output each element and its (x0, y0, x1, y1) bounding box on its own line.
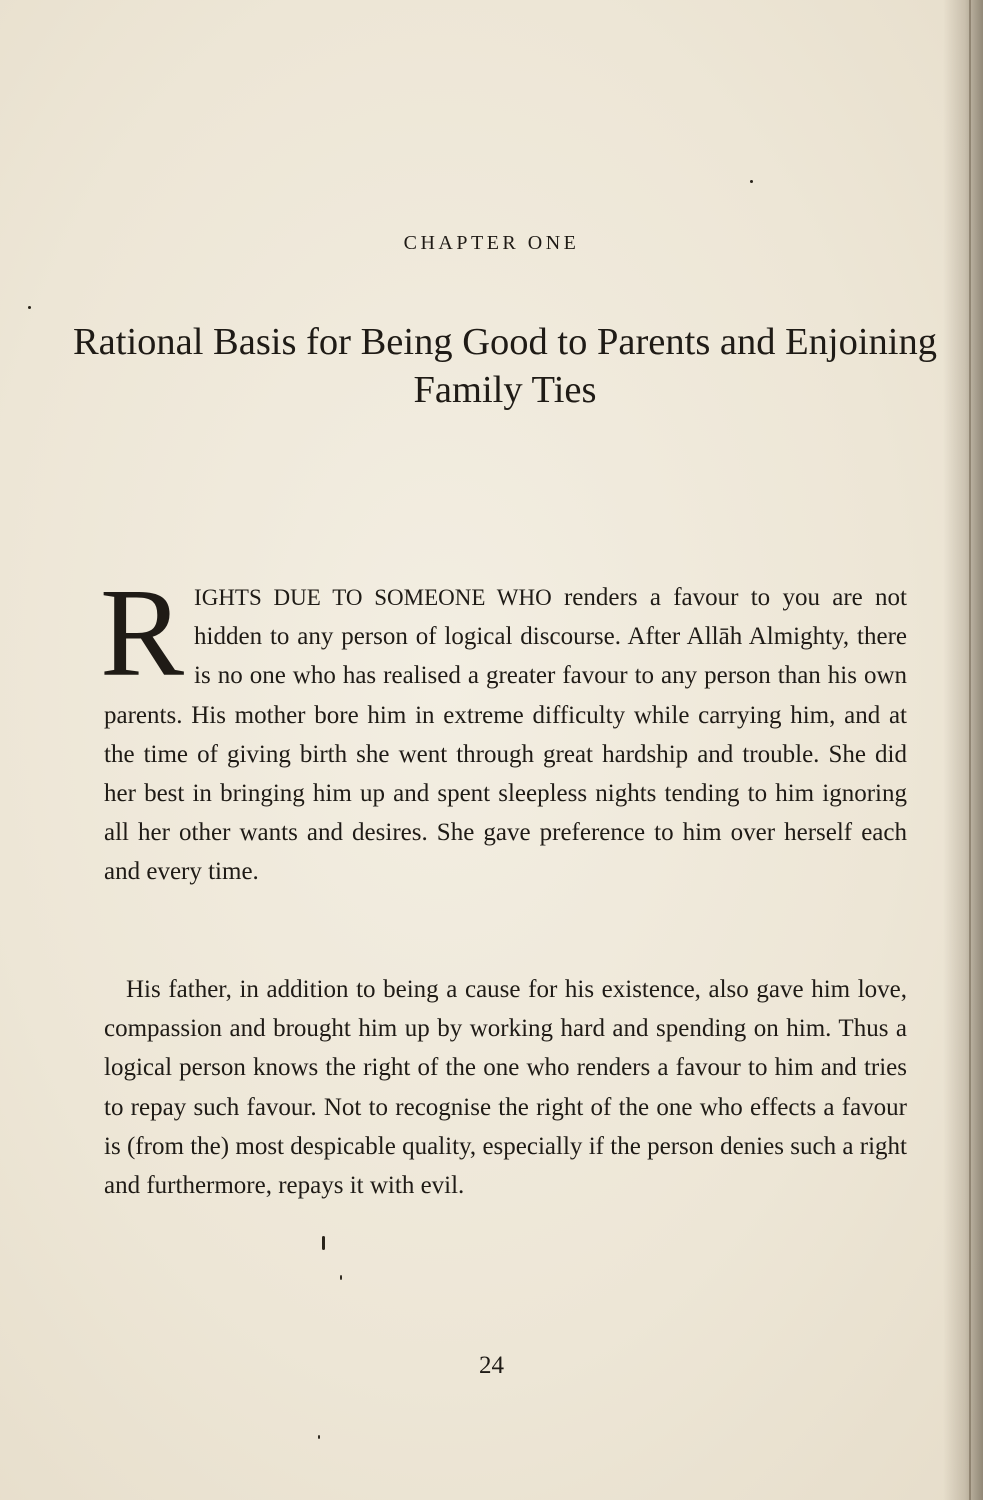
page-edge-line (969, 0, 971, 1500)
paragraph-1 (100, 564, 907, 892)
ink-speck (28, 306, 31, 309)
ink-speck (340, 1275, 342, 1280)
page-number: 24 (479, 1352, 504, 1379)
ink-speck (318, 1435, 320, 1439)
paragraph-1-text: renders a favour to you are not hidden to any person of logical discourse. After Allāh Almighty, there is no one who has realised a greater favour to any person than his own parents. His mother bore him in extreme difficulty while carrying him, and at the time of giving birth she went through great hardship and trouble. She did her best in bringing him up and spent sleepless nights tending to him ignoring all her other wants and desires. She gave preference to him over herself each and every time. (104, 584, 907, 886)
paragraph-2: His father, in addition to being a cause for his existence, also gave him love, compassion and brought him up by working hard and spending on him. Thus a logical person knows the right of the one who renders a favour to him and tries to repay such favour. Not to recognise the right of the one who effects a favour is (from the) most despicable quality, especially if the person denies such a right and furthermore, repays it with evil. (104, 976, 907, 1200)
ink-speck (322, 1236, 325, 1250)
drop-cap: R (100, 564, 185, 703)
page-edge-shadow (943, 0, 983, 1500)
chapter-title: Rational Basis for Being Good to Parents and Enjoining Family Ties (72, 321, 937, 411)
chapter-label: CHAPTER ONE (403, 232, 580, 254)
ink-speck (750, 180, 753, 183)
lead-in-smallcaps: IGHTS DUE TO SOMEONE WHO (194, 585, 552, 610)
